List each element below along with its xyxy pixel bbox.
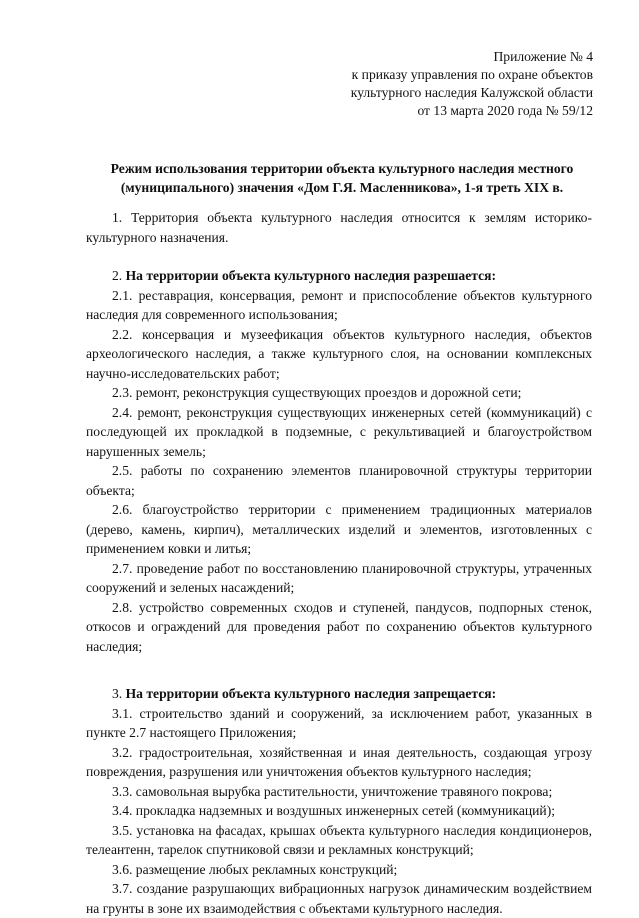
list-item: 2.2. консервация и музеефикация объектов культурного наследия, объектов археологического наследия, а также культурного слоя, на основании комплексных научно-исследовательских работ; — [86, 326, 592, 381]
list-item: 2.7. проведение работ по восстановлению планировочной структуры, утраченных сооружений и зеленых насаждений; — [86, 560, 592, 595]
section-2-number: 2. — [112, 268, 126, 283]
document-body — [86, 208, 592, 918]
appendix-line: к приказу управления по охране объектов — [351, 67, 593, 82]
list-item: 2.5. работы по сохранению элементов планировочной структуры территории объекта; — [86, 463, 592, 498]
title-line: (муниципального) значения «Дом Г.Я. Масленникова», 1-я треть XIX в. — [120, 180, 564, 195]
section-2-heading — [86, 266, 592, 286]
list-item: 3.4. прокладка надземных и воздушных инженерных сетей (коммуникаций); — [112, 803, 556, 818]
list-item: 3.6. размещение любых рекламных конструкций; — [112, 861, 398, 877]
appendix-header — [351, 48, 593, 120]
list-item: 2.1. реставрация, консервация, ремонт и приспособление объектов культурного наследия для современного использования; — [86, 287, 592, 322]
list-item: 3.5. установка на фасадах, крышах объекта культурного наследия кондиционеров, телеантенн, тарелок спутниковой связи и рекламных конструкций; — [86, 822, 592, 857]
appendix-line: Приложение № 4 — [493, 49, 593, 64]
document-title — [86, 159, 598, 197]
section-1-paragraph: 1. Территория объекта культурного наследия относится к землям историко-культурного назначения. — [86, 210, 592, 245]
appendix-line: от 13 марта 2020 года № 59/12 — [417, 103, 593, 118]
list-item: 2.3. ремонт, реконструкция существующих проездов и дорожной сети; — [112, 385, 522, 400]
list-item: 2.8. устройство современных сходов и ступеней, пандусов, подпорных стенок, откосов и ограждений для проведения работ по сохранению объектов культурного наследия; — [86, 599, 592, 654]
section-3-number: 3. — [112, 686, 126, 701]
list-item: 2.4. ремонт, реконструкция существующих инженерных сетей (коммуникаций) с последующей их прокладкой в подземные, с рекультивацией и благоустройством нарушенных земель; — [86, 404, 592, 459]
list-item: 2.6. благоустройство территории с применением традиционных материалов (дерево, камень, кирпич), металлических изделий и элементов, изготовленных с применением ковки и литья; — [86, 502, 592, 556]
list-item: 3.1. строительство зданий и сооружений, за исключением работ, указанных в пункте 2.7 настоящего Приложения; — [86, 705, 592, 740]
section-3-heading — [86, 684, 592, 704]
section-2-heading-text: На территории объекта культурного наследия разрешается: — [125, 268, 497, 283]
title-line: Режим использования территории объекта культурного наследия местного — [110, 161, 574, 176]
section-3-heading-text: На территории объекта культурного наследия запрещается: — [125, 686, 497, 701]
appendix-line: культурного наследия Калужской области — [350, 85, 593, 100]
list-item: 3.3. самовольная вырубка растительности, уничтожение травяного покрова; — [112, 783, 553, 799]
list-item: 3.7. создание разрушающих вибрационных нагрузок динамическим воздействием на грунты в зоне их взаимодействия с объектами культурного наследия. — [86, 881, 592, 916]
list-item: 3.2. градостроительная, хозяйственная и иная деятельность, создающая угрозу повреждения, разрушения или уничтожения объектов культурного наследия; — [86, 744, 592, 779]
